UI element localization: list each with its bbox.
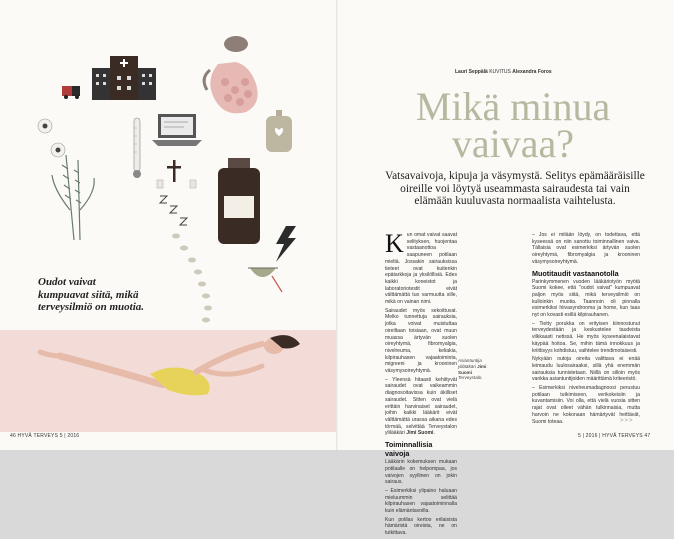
intro-text: un omat vaivat saavat selityksen, huojentaa vastaanottoa saapuneen potilaan mieltä. Jossakin sairauksissa tieteet ovat kuitenkin epätarkkoja ja yksilöllisiä. Edes kaikki koneistot ja laboratoriotestit eivät välttämättä tuo varmuutta sille, mikä on vainan nimi. <box>385 232 457 306</box>
grave-crosses-icon <box>157 160 196 188</box>
article-headline: Mikä minua vaivaa? <box>415 84 611 166</box>
photo-caption <box>458 358 496 381</box>
reclining-woman-figure <box>40 335 300 395</box>
caption-text: Asiantuntija ylilääkäri <box>458 358 482 369</box>
byline-illustrator: Alexandra Foros <box>512 69 552 75</box>
hot-water-bottle-icon <box>266 110 292 152</box>
body-paragraph: Lääkärin kokemuksen mukaan potilaalle on helpompaa, jos vaivojen syyllinen on jokin sairaus. <box>385 459 457 486</box>
digestive-organs-icon <box>204 36 258 113</box>
left-folio: 46 HYVÄ TERVEYS 5 | 2016 <box>10 433 80 439</box>
body-paragraph: – Esimerkiksi nivelreumadiagnoosi perustuu potilaan tutkimiseen, verikokeisiin ja kuvantamisiin. Voi olla, että vielä vuosia sitten rajat ovat olleet vähän tulkinnaisia, mutta harvoin ne kokonaan hämärtyvät heittävät, Suomi toteaa. <box>532 385 640 425</box>
continue-arrows: >>> <box>620 418 634 424</box>
thermometer-icon <box>133 118 141 178</box>
body-paragraph: Nykyään outoja oireita valittava ei enää leimaudu luulosairaaksi, sillä yhä enemmän sairauksia tunnistetaan. Niillä on silloin myös vankka asiantuntijoiden määrittämä kriteeristö. <box>532 356 640 383</box>
quote-text: – Yleensä hitaasti kehittyvät sairaudet ovat vaikeammin diagnosoitavissa kuin äkilliset sairaudet. Sitten ovat vielä erittäin harvinaiset sairaudet, joihin kaikki lääkärit eivät välttämättä urassa aikana edes törmää, selvittää Terveystalon ylilääkäri <box>385 376 457 437</box>
expert-name: Jimi Suomi <box>406 430 434 437</box>
hospital-icon <box>92 56 156 100</box>
article-deck: Vatsavaivoja, kipuja ja väsymystä. Selitys epämääräisille oireille voi löytyä useammasta sairaudesta tai vain elämään kuuluvasta normaalista vaihtelusta. <box>385 170 645 208</box>
section-heading: Toiminnallisia vaivoja <box>385 440 433 459</box>
bowl-icon <box>248 268 282 292</box>
byline-author: Lauri Seppälä <box>455 69 488 75</box>
body-paragraph: – Tietty porukka on erityisen kiinnostunut terveydestään ja keskustelee taudeista vilkkaasti netissä. He myös kyseenalaistavat käypää hoitoa. Se, mihin tämä innokkuus ja kriittisyys kohdistuu, vaihtelee trendimotaisesti. <box>532 320 640 354</box>
body-paragraph: – Yleensä hitaasti kehittyvät sairaudet ovat vaikeammin diagnosoitavissa kuin äkilliset sairaudet. Sitten ovat vielä erittäin harvinaiset sairaudet, joihin kaikki lääkärit eivät välttämättä urassa aikana edes törmää, selvittää Terveystalon ylilääkäri Jimi Suomi. <box>385 376 457 437</box>
ambulance-icon <box>62 86 80 99</box>
wheat-icon <box>52 155 94 240</box>
caption-name: Jimi Suomi <box>458 363 487 375</box>
right-folio: 5 | 2016 | HYVÄ TERVEYS 47 <box>578 433 651 439</box>
page-gutter <box>336 0 338 450</box>
article-column-1 <box>385 229 457 539</box>
drop-cap: K <box>385 229 404 258</box>
byline <box>455 69 552 75</box>
body-paragraph: Parinkymmenen vuoden lääkäriotyön myötä Suomi kokee, että "oudot vaivat" kumpuavat paljon myös siitä, mikä terveysilmiö on kulloinkin muotia. Taannoin oli pinnalla esimerkiksi hiivasyndrooma ja home, kun taas nyt on kovasti esillä kilpirauhanen. <box>532 278 640 319</box>
lightning-icon <box>276 226 296 262</box>
caption-org: Terveystalo. <box>458 375 483 381</box>
apple-icon <box>38 119 65 157</box>
laptop-icon <box>152 114 202 146</box>
sleep-zzz-icon <box>160 196 187 225</box>
body-paragraph: Kun potilas kertoo erilaisista hämäristä oireista, ne on tutkittava. <box>385 516 457 537</box>
byline-illustrator-label: KUVITUS <box>489 69 511 75</box>
body-paragraph: – Jos ei mitään löydy, on todettava, että kyseessä on niin sanottu toiminnallinen vaiva. Tällaisia ovat esimerkiksi ärtyvän suolen oireyhtymä, fibromyalgia ja krooninen väsymysoireyhtymä. <box>532 232 640 265</box>
section-heading: Muotitaudit vastaanotolla <box>532 268 619 278</box>
body-paragraph: Sairaudet myös sekoittuvat. Melko tunnettuja sairauksia, jotka voivat muistuttaa oireiltaan toisiaan, ovat muun muassa ärtyvän suolen oireyhtymä, fibromyalgia, nivelreuma, keliakia, kilpirauhasen vajaatoiminta, migreeni ja krooninen väsymysoireyhtymä. <box>385 307 457 375</box>
health-collage-illustration <box>0 0 337 432</box>
medicine-bottle-icon <box>218 158 260 244</box>
body-paragraph: – Esimerkiksi ylipaino haluaan mieluummin selittää kilpirauhasen vajaatoiminnalla kuin elämäntavoilla. <box>385 487 457 515</box>
pull-quote: Oudot vaivat kumpuavat siitä, mikä terveysilmiö on muotia. <box>38 276 145 313</box>
pills-icon <box>172 234 212 323</box>
intro-paragraph <box>385 229 457 306</box>
article-column-2 <box>532 232 640 427</box>
